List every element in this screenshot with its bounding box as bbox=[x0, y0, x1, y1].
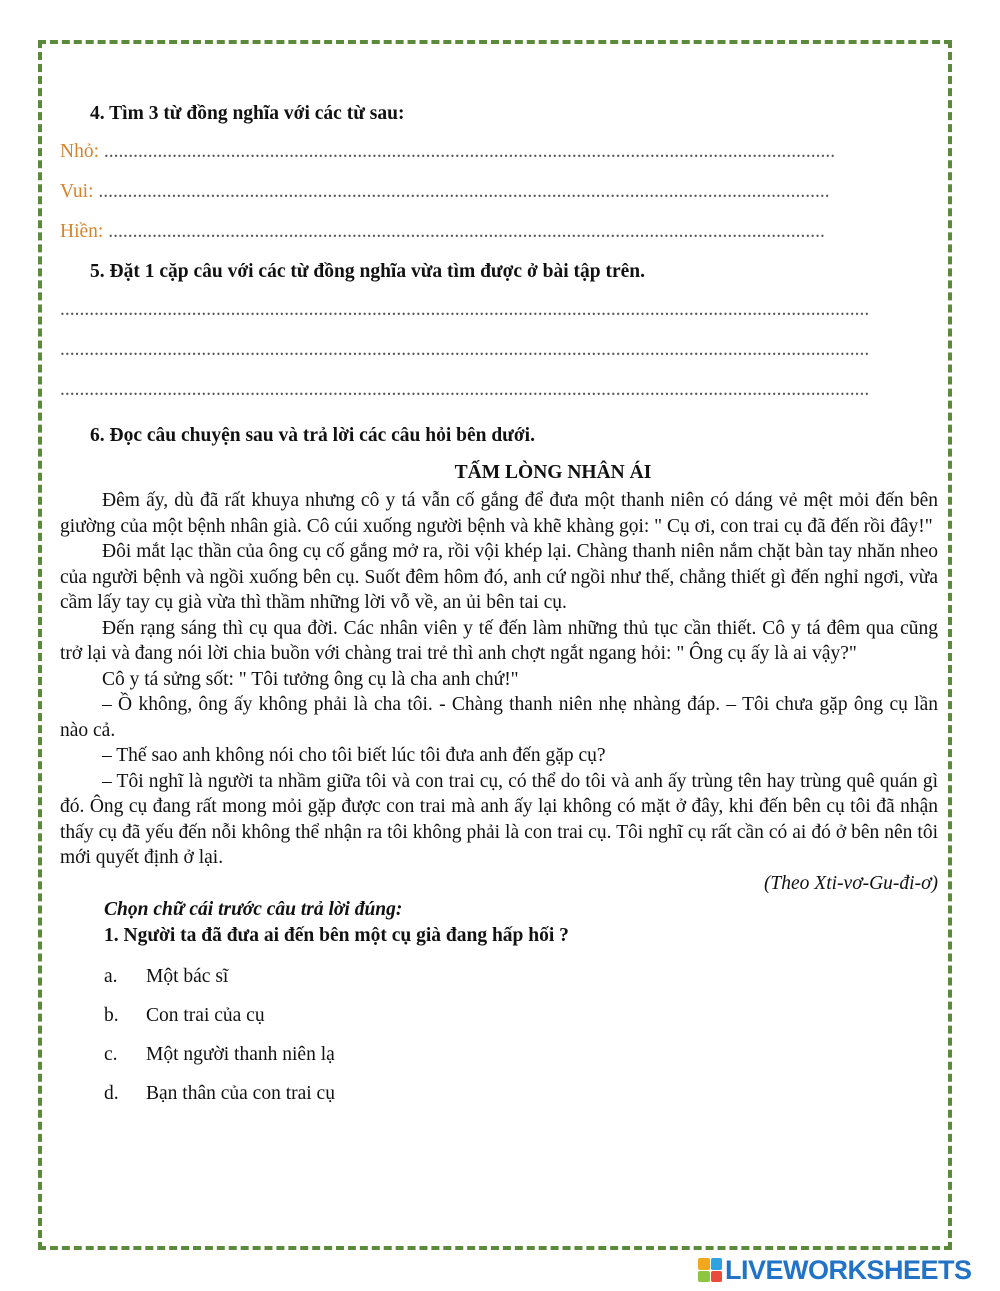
story-source: (Theo Xti-vơ-Gu-đi-ơ) bbox=[763, 872, 938, 894]
question-5-heading: 5. Đặt 1 cặp câu với các từ đồng nghĩa vừa tìm được ở bài tập trên. bbox=[90, 261, 645, 282]
dot-fill: ...................................................................................................................................................... bbox=[103, 141, 836, 162]
question-4-heading: 4. Tìm 3 từ đồng nghĩa với các từ sau: bbox=[90, 103, 405, 124]
dot-fill: ................................................................................................................................................... bbox=[108, 221, 825, 242]
liveworksheets-logo bbox=[698, 1255, 998, 1285]
story-paragraph: Đến rạng sáng thì cụ qua đời. Các nhân viên y tế đến làm những thủ tục cần thiết. Cô y tá đêm qua cũng trở lại và đang nói lời chia buồn với chàng trai trẻ thì anh chợt ngắt ngang hỏi: " Ông cụ ấy là ai vậy?" bbox=[60, 617, 938, 664]
story-paragraph: Đêm ấy, dù đã rất khuya nhưng cô y tá vẫn cố gắng để đưa một thanh niên có dáng vẻ mệt mỏi đến bên giường của một bệnh nhân già. Cô cúi xuống người bệnh và khẽ khàng gọi: " Cụ ơi, con trai cụ đã đến rồi đây!" bbox=[60, 490, 938, 537]
mc-question: 1. Người ta đã đưa ai đến bên một cụ già đang hấp hối ? bbox=[104, 924, 569, 946]
answer-line[interactable]: ...................................................................................................................................................................... bbox=[60, 339, 870, 360]
dot-fill: ...................................................................................................................................................... bbox=[98, 181, 830, 202]
option-b[interactable] bbox=[60, 996, 938, 1035]
option-c[interactable] bbox=[60, 1035, 938, 1074]
answer-line[interactable]: ...................................................................................................................................................................... bbox=[60, 299, 870, 320]
option-letter: c. bbox=[104, 1043, 118, 1065]
brand-text: LIVEWORKSHEETS bbox=[725, 1254, 972, 1285]
option-letter: b. bbox=[104, 1004, 119, 1026]
option-letter: d. bbox=[104, 1082, 119, 1104]
option-a[interactable] bbox=[60, 957, 938, 996]
answer-line-vui[interactable] bbox=[60, 172, 938, 212]
story-paragraph: Đôi mắt lạc thần của ông cụ cố gắng mở ra, rồi vội khép lại. Chàng thanh niên nắm chặt bàn tay nhăn nheo của người bệnh và ngồi xuống bên cụ. Suốt đêm hôm đó, anh cứ ngồi như thế, chẳng thiết gì đến nghỉ ngơi, vừa cầm lấy tay cụ già vừa thì thầm những lời vỗ về, an ủi bên tai cụ. bbox=[60, 541, 938, 613]
story-paragraph: – Thế sao anh không nói cho tôi biết lúc tôi đưa anh đến gặp cụ? bbox=[102, 745, 606, 766]
worksheet-content bbox=[60, 96, 938, 1113]
story-title: TẤM LÒNG NHÂN ÁI bbox=[454, 462, 652, 483]
option-text: Một bác sĩ bbox=[146, 965, 229, 987]
answer-line-nho[interactable] bbox=[60, 132, 938, 172]
question-6-heading: 6. Đọc câu chuyện sau và trả lời các câu hỏi bên dưới. bbox=[90, 425, 535, 446]
option-text: Bạn thân của con trai cụ bbox=[146, 1082, 335, 1104]
story-paragraph: – Ồ không, ông ấy không phải là cha tôi. - Chàng thanh niên nhẹ nhàng đáp. – Tôi chưa gặp ông cụ lần nào cả. bbox=[60, 694, 938, 741]
option-letter: a. bbox=[104, 965, 118, 987]
answer-label: Vui: bbox=[60, 181, 94, 202]
option-text: Con trai của cụ bbox=[146, 1004, 265, 1026]
option-d[interactable] bbox=[60, 1074, 938, 1113]
option-text: Một người thanh niên lạ bbox=[146, 1043, 335, 1065]
story-paragraph: Cô y tá sửng sốt: " Tôi tưởng ông cụ là cha anh chứ!" bbox=[102, 668, 519, 690]
answer-line-hien[interactable] bbox=[60, 212, 938, 252]
instruction: Chọn chữ cái trước câu trả lời đúng: bbox=[104, 898, 403, 920]
story-paragraph: – Tôi nghĩ là người ta nhầm giữa tôi và con trai cụ, có thể do tôi và anh ấy trùng tên hay trùng quê quán gì đó. Ông cụ đang rất mong mỏi gặp được con trai mà anh ấy lại không có mặt ở đây, khi đến bên cụ tôi đã nhận thấy cụ đã yếu đến nỗi không thể nhận ra tôi không phải là con trai cụ. Tôi nghĩ cụ rất cần có ai đó ở bên nên tôi mới quyết định ở lại. bbox=[60, 770, 938, 868]
answer-line[interactable]: ...................................................................................................................................................................... bbox=[60, 379, 870, 400]
logo-mark-icon bbox=[698, 1258, 722, 1282]
answer-label: Hiền: bbox=[60, 221, 104, 242]
answer-label: Nhỏ: bbox=[60, 141, 99, 162]
